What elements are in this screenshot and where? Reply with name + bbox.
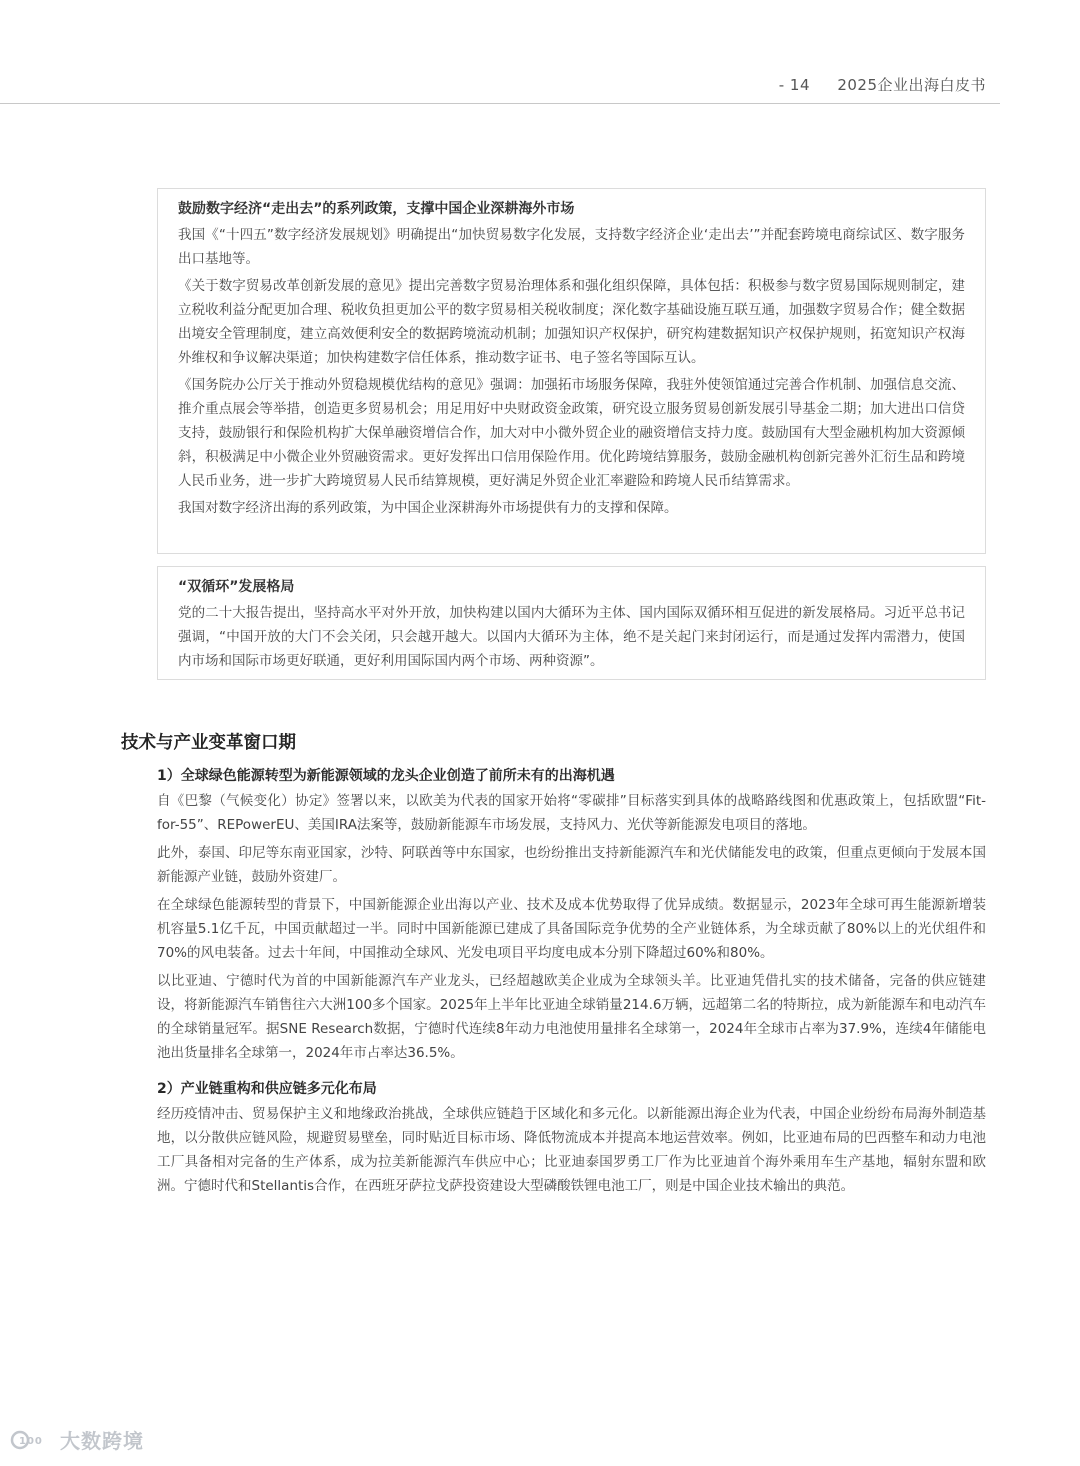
watermark-logo-text: 100 <box>19 1435 43 1447</box>
subsection-title-1: 1）全球绿色能源转型为新能源领域的龙头企业创造了前所未有的出海机遇 <box>157 768 615 784</box>
watermark-text: 大数跨境 <box>60 1429 144 1453</box>
body-paragraph: 在全球绿色能源转型的背景下，中国新能源企业出海以产业、技术及成本优势取得了优异成绩。数据显示，2023年全球可再生能源新增装机容量5.1亿千瓦，中国贡献超过一半。同时中国新能源已建成了具备国际竞争优势的全产业链体系，为全球贡献了80%以上的光伏组件和70%的风电装备。过去十年间，中国推动全球风、光发电项目平均度电成本分别下降超过60%和80%。 <box>157 897 986 961</box>
page-header <box>779 74 986 95</box>
dual-circulation-callout-box <box>157 566 986 680</box>
section-title: 技术与产业变革窗口期 <box>121 733 296 753</box>
body-paragraph: 自《巴黎（气候变化）协定》签署以来，以欧美为代表的国家开始将“零碳排”目标落实到具体的战略路线图和优惠政策上，包括欧盟“Fit-for-55”、REPowerEU、美国IRA法案等，鼓励新能源车市场发展，支持风力、光伏等新能源发电项目的落地。 <box>157 793 986 833</box>
section-content <box>157 765 986 1202</box>
page-number: - 14 <box>778 76 811 94</box>
header-divider <box>0 103 1000 104</box>
body-paragraph: 经历疫情冲击、贸易保护主义和地缘政治挑战，全球供应链趋于区域化和多元化。以新能源出海企业为代表，中国企业纷纷布局海外制造基地，以分散供应链风险，规避贸易壁垒，同时贴近目标市场、降低物流成本并提高本地运营效率。例如，比亚迪布局的巴西整车和动力电池工厂具备相对完备的生产体系，成为拉美新能源汽车供应中心；比亚迪泰国罗勇工厂作为比亚迪首个海外乘用车生产基地，辐射东盟和欧洲。宁德时代和Stellantis合作，在西班牙萨拉戈萨投资建设大型磷酸铁锂电池工厂，则是中国企业技术输出的典范。 <box>157 1106 986 1194</box>
policy-callout-title: 鼓励数字经济“走出去”的系列政策，支撑中国企业深耕海外市场 <box>178 201 575 217</box>
dual-circulation-title: “双循环”发展格局 <box>178 579 295 595</box>
document-title: 2025企业出海白皮书 <box>837 76 986 94</box>
watermark-logo-icon <box>10 1427 56 1453</box>
policy-paragraph: 我国对数字经济出海的系列政策，为中国企业深耕海外市场提供有力的支撑和保障。 <box>178 500 678 516</box>
body-paragraph: 以比亚迪、宁德时代为首的中国新能源汽车产业龙头，已经超越欧美企业成为全球领头羊。比亚迪凭借扎实的技术储备，完备的供应链建设，将新能源汽车销售往六大洲100多个国家。2025年上半年比亚迪全球销量214.6万辆，远超第二名的特斯拉，成为新能源车和电动汽车的全球销量冠军。据SNE Research数据，宁德时代连续8年动力电池使用量排名全球第一，2024年全球市占率为37.9%，连续4年储能电池出货量排名全球第一，2024年市占率达36.5%。 <box>157 973 986 1061</box>
subsection-title-2: 2）产业链重构和供应链多元化布局 <box>157 1081 377 1097</box>
policy-paragraph: 《关于数字贸易改革创新发展的意见》提出完善数字贸易治理体系和强化组织保障，具体包括：积极参与数字贸易国际规则制定，建立税收利益分配更加合理、税收负担更加公平的数字贸易相关税收制度；深化数字基础设施互联互通，加强数字贸易合作；健全数据出境安全管理制度，建立高效便利安全的数据跨境流动机制；加强知识产权保护，研究构建数据知识产权保护规则，拓宽知识产权海外维权和争议解决渠道；加快构建数字信任体系，推动数字证书、电子签名等国际互认。 <box>178 278 965 366</box>
body-paragraph: 此外，泰国、印尼等东南亚国家，沙特、阿联酋等中东国家，也纷纷推出支持新能源汽车和光伏储能发电的政策，但重点更倾向于发展本国新能源产业链，鼓励外资建厂。 <box>157 845 986 885</box>
dual-circulation-paragraph: 党的二十大报告提出，坚持高水平对外开放，加快构建以国内大循环为主体、国内国际双循环相互促进的新发展格局。习近平总书记强调，“中国开放的大门不会关闭，只会越开越大。以国内大循环为主体，绝不是关起门来封闭运行，而是通过发挥内需潜力，使国内市场和国际市场更好联通，更好利用国际国内两个市场、两种资源”。 <box>178 605 965 669</box>
watermark <box>10 1425 144 1454</box>
policy-callout-box <box>157 188 986 554</box>
policy-paragraph: 《国务院办公厅关于推动外贸稳规模优结构的意见》强调：加强拓市场服务保障，我驻外使领馆通过完善合作机制、加强信息交流、推介重点展会等举措，创造更多贸易机会；用足用好中央财政资金政策，研究设立服务贸易创新发展引导基金二期；加大进出口信贷支持，鼓励银行和保险机构扩大保单融资增信合作，加大对中小微外贸企业的融资增信支持力度。鼓励国有大型金融机构加大资源倾斜，积极满足中小微企业外贸融资需求。更好发挥出口信用保险作用。优化跨境结算服务，鼓励金融机构创新完善外汇衍生品和跨境人民币业务，进一步扩大跨境贸易人民币结算规模，更好满足外贸企业汇率避险和跨境人民币结算需求。 <box>178 377 965 489</box>
policy-paragraph: 我国《“十四五”数字经济发展规划》明确提出“加快贸易数字化发展，支持数字经济企业‘走出去’”并配套跨境电商综试区、数字服务出口基地等。 <box>178 227 965 267</box>
